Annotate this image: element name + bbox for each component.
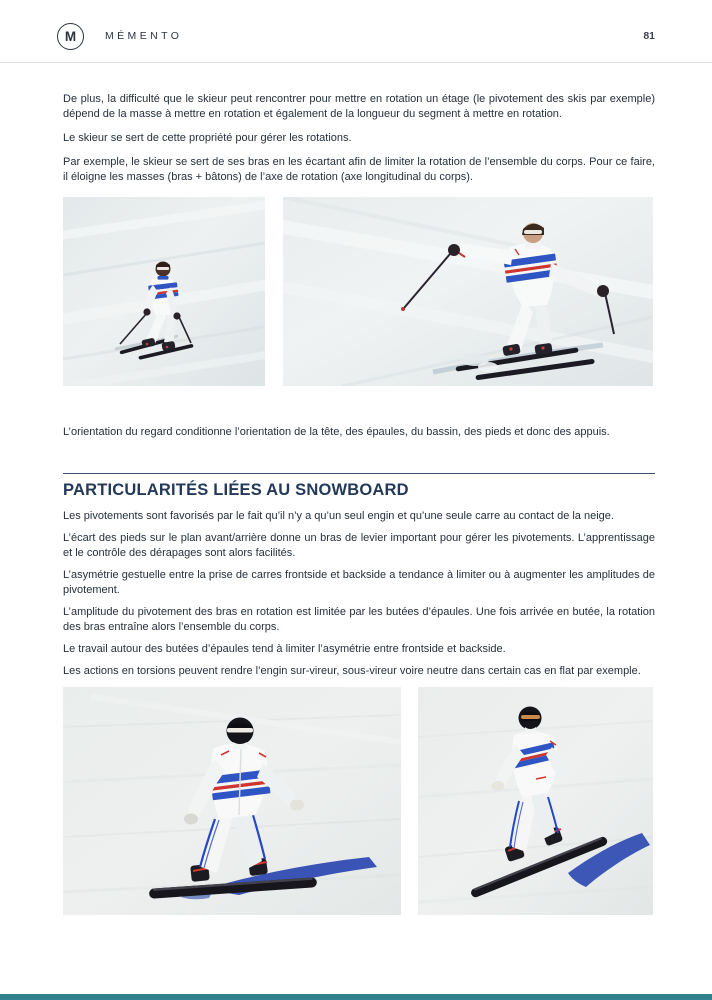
photo-snowboarder-rotation <box>418 687 653 915</box>
paragraph-caption: L’orientation du regard conditionne l’orientation de la tête, des épaules, du bassin, des pieds et donc des appuis. <box>63 426 610 438</box>
page-header <box>0 0 712 63</box>
photo-snowboarder-back <box>63 687 401 915</box>
photo-skier-small <box>63 197 265 386</box>
section-title: PARTICULARITÉS LIÉES AU SNOWBOARD <box>63 481 409 499</box>
logo-letter: M <box>64 28 77 44</box>
photo-skier-large <box>283 197 653 386</box>
paragraph-snowboard-5: Le travail autour des butées d’épaules tend à limiter l’asymétrie entre frontside et backside. <box>63 643 506 655</box>
paragraph-snowboard-1: Les pivotements sont favorisés par le fait qu’il n’y a qu’un seul engin et qu’une seule carre au contact de la neige. <box>63 510 614 522</box>
paragraph-intro-3: Par exemple, le skieur se sert de ses bras en les écartant afin de limiter la rotation de l’ensemble du corps. Pour ce faire, il éloigne les masses (bras + bâtons) de l’axe de rotation (axe longitudinal du corps). <box>63 156 655 183</box>
memento-logo <box>57 23 84 50</box>
paragraph-snowboard-3: L’asymétrie gestuelle entre la prise de carres frontside et backside a tendance à limiter ou à augmenter les amplitudes de pivotement. <box>63 569 655 596</box>
photo-row-ski <box>63 197 655 386</box>
paragraph-snowboard-2: L’écart des pieds sur le plan avant/arrière donne un bras de levier important pour gérer les pivotements. L’apprentissage et le contrôle des dérapages sont alors facilités. <box>63 532 655 559</box>
paragraph-snowboard-6: Les actions en torsions peuvent rendre l’engin sur-vireur, sous-vireur voire neutre dans certain cas en flat par exemple. <box>63 665 641 677</box>
section-divider <box>63 473 655 474</box>
footer-color-bar <box>0 994 712 1000</box>
photo-gap <box>401 687 418 915</box>
photo-row-snowboard <box>63 687 655 915</box>
brand-title: MÉMENTO <box>105 30 183 42</box>
page-content <box>0 63 712 915</box>
paragraph-intro-1: De plus, la difficulté que le skieur peut rencontrer pour mettre en rotation un étage (le pivotement des skis par exemple) dépend de la masse à mettre en rotation et également de la longueur du segment à mettre en rotation. <box>63 93 655 120</box>
page-number: 81 <box>643 30 655 42</box>
photo-gap <box>265 197 283 386</box>
paragraph-snowboard-4: L’amplitude du pivotement des bras en rotation est limitée par les butées d’épaules. Une fois arrivée en butée, la rotation des bras entraîne alors l’ensemble du corps. <box>63 606 655 633</box>
paragraph-intro-2: Le skieur se sert de cette propriété pour gérer les rotations. <box>63 132 352 144</box>
